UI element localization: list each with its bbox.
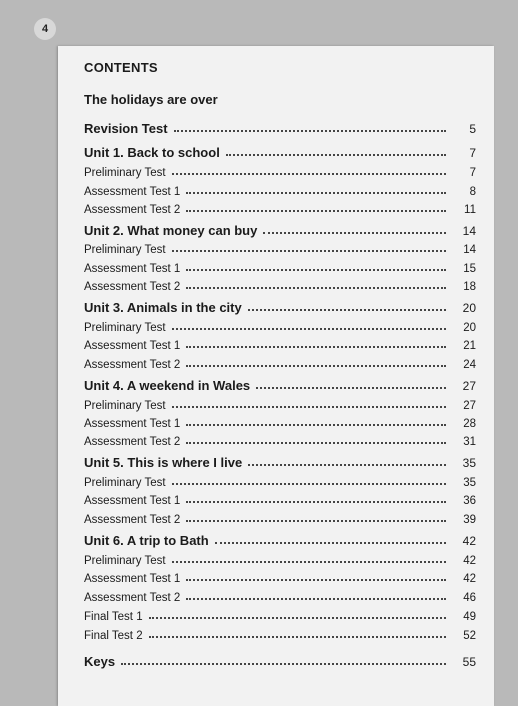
contents-page [58,46,494,706]
toc-entry-label: Unit 1. Back to school [84,145,220,160]
toc-entry [84,353,476,371]
toc-entry-page: 14 [463,244,476,256]
toc-entry-label: Assessment Test 2 [84,514,181,526]
toc-entry-page: 15 [463,263,476,275]
toc-entry [84,452,476,470]
toc-entry [84,142,476,160]
toc-entry [84,334,476,352]
toc-entry-page: 36 [463,495,476,507]
toc-entry [84,161,476,179]
toc-entry-page: 27 [463,400,476,412]
dot-leader [186,364,446,367]
toc-entry [84,375,476,393]
toc-entry-label: Preliminary Test [84,322,166,334]
toc-entry-page: 27 [462,379,476,393]
toc-entry-label: Preliminary Test [84,555,166,567]
toc-entry-page: 42 [463,555,476,567]
toc-entry-label: Final Test 1 [84,611,143,623]
dot-leader [186,268,446,271]
dot-leader [149,635,446,638]
dot-leader [186,578,446,581]
toc-entry-label: Keys [84,654,116,669]
dot-leader [248,308,446,311]
toc-entry-label: Preliminary Test [84,400,166,412]
toc-entry-page: 7 [469,146,476,160]
toc-entry-label: Assessment Test 2 [84,436,181,448]
toc-entry [84,394,476,412]
toc-entry-page: 21 [463,340,476,352]
toc-entry-label: Assessment Test 1 [84,186,181,198]
toc-entry [84,297,476,315]
toc-entry-label: Final Test 2 [84,630,143,642]
toc-entry-page: 55 [462,655,476,669]
toc-entry [84,220,476,238]
toc-entry-label: Revision Test [84,121,168,136]
dot-leader [263,231,446,234]
dot-leader [186,191,446,194]
toc-entry-label: Assessment Test 1 [84,263,181,275]
toc-entry-label: Assessment Test 2 [84,592,181,604]
toc-entry [84,238,476,256]
toc-entry-label: Unit 5. This is where I live [84,455,243,470]
toc-entry-page: 42 [462,534,476,548]
toc-entry-label: Preliminary Test [84,477,166,489]
toc-entry [84,316,476,334]
dot-leader [172,560,446,563]
dot-leader [186,423,446,426]
toc-entry-page: 35 [462,456,476,470]
toc-entry [84,471,476,489]
dot-leader [174,129,446,132]
dot-leader [186,519,446,522]
toc-entry-page: 46 [463,592,476,604]
toc-entry-label: Assessment Test 1 [84,418,181,430]
dot-leader [121,662,446,665]
dot-leader [149,616,446,619]
toc-entry-page: 18 [463,281,476,293]
toc-entry [84,586,476,604]
toc-entry-label: Unit 3. Animals in the city [84,300,242,315]
toc-entry-page: 11 [464,204,476,216]
dot-leader [215,541,446,544]
toc-entry-label: Assessment Test 1 [84,340,181,352]
dot-leader [186,209,446,212]
toc-entry [84,257,476,275]
dot-leader [172,327,446,330]
toc-entry [84,567,476,585]
dot-leader [172,172,446,175]
toc-entry-page: 8 [469,186,476,198]
toc-entry-label: Assessment Test 2 [84,359,181,371]
toc-entry-label: Unit 6. A trip to Bath [84,533,209,548]
toc-entry [84,489,476,507]
toc-entry-label: Assessment Test 1 [84,573,181,585]
toc-entry [84,198,476,216]
toc-entry-page: 14 [462,224,476,238]
dot-leader [248,463,446,466]
toc-entry-page: 39 [463,514,476,526]
toc-entry [84,624,476,642]
toc-entry-label: Preliminary Test [84,167,166,179]
dot-leader [172,482,446,485]
toc-entry-page: 42 [463,573,476,585]
toc-entry [84,651,476,669]
dot-leader [226,153,446,156]
dot-leader [172,405,446,408]
toc-entry-label: Unit 2. What money can buy [84,223,258,238]
dot-leader [186,441,446,444]
toc-entry [84,549,476,567]
toc-entry-page: 28 [463,418,476,430]
toc-entry-label: Assessment Test 2 [84,204,181,216]
contents-title: CONTENTS [84,60,158,75]
toc-entry-page: 24 [463,359,476,371]
toc-entry [84,118,476,136]
toc-entry [84,430,476,448]
toc-entry-label: Preliminary Test [84,244,166,256]
toc-entry-page: 35 [463,477,476,489]
toc-entry-label: Unit 4. A weekend in Wales [84,378,251,393]
toc-entry-label: Assessment Test 2 [84,281,181,293]
dot-leader [172,249,446,252]
toc-entry-page: 20 [462,301,476,315]
toc-entry-page: 31 [463,436,476,448]
toc-entry [84,412,476,430]
toc-entry-page: 20 [463,322,476,334]
toc-entry [84,530,476,548]
dot-leader [256,386,446,389]
toc-entry-page: 5 [469,122,476,136]
dot-leader [186,286,446,289]
dot-leader [186,597,446,600]
page-number-badge: 4 [34,18,56,40]
toc-entry [84,180,476,198]
dot-leader [186,345,446,348]
dot-leader [186,500,446,503]
toc-entry [84,275,476,293]
toc-entry-page: 7 [469,167,476,179]
toc-entry [84,605,476,623]
toc-entry-label: Assessment Test 1 [84,495,181,507]
toc-entry [84,508,476,526]
section-heading: The holidays are over [84,92,218,107]
toc-entry-page: 49 [463,611,476,623]
toc-entry-page: 52 [463,630,476,642]
